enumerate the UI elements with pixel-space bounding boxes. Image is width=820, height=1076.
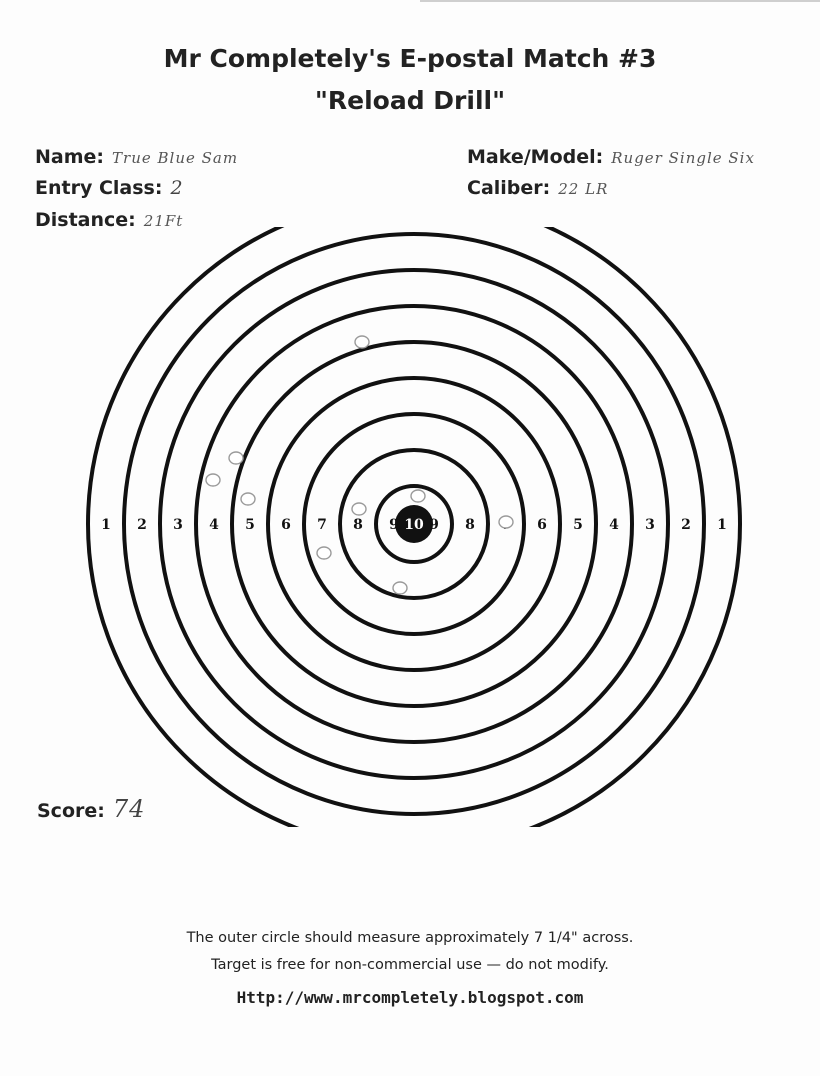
caliber-field [467,177,608,199]
ring-number: 6 [537,517,547,533]
ring-number: 8 [353,517,363,533]
entry-class-label: Entry Class: [35,177,163,199]
bullet-hole [411,490,425,502]
caliber-label: Caliber: [467,177,551,199]
ring-number: 2 [137,517,147,533]
ring-number: 3 [173,517,183,533]
bullet-hole [206,474,220,486]
match-title: Mr Completely's E-postal Match #3 [163,44,657,73]
bullet-hole [352,503,366,515]
name-label: Name: [35,146,105,168]
ring-number: 9 [389,517,399,533]
score-label: Score: [37,800,105,822]
bullet-hole [229,452,243,464]
bullet-hole [241,493,255,505]
match-subtitle: "Reload Drill" [314,86,506,115]
ring-number: 3 [645,517,655,533]
ring-number: 2 [681,517,691,533]
ring-number: 8 [465,517,475,533]
name-field [35,146,238,168]
ring-number: 10 [404,517,424,533]
score-field [37,795,145,823]
ring-number: 6 [281,517,291,533]
ring-number: 1 [717,517,727,533]
bullet-hole [317,547,331,559]
bullet-hole [499,516,513,528]
bullet-holes [206,336,513,594]
footer-size-note: The outer circle should measure approximately 7 1/4" across. [186,930,634,946]
ring-number: 9 [429,517,439,533]
ring-number: 5 [573,517,583,533]
website-url: Http://www.mrcompletely.blogspot.com [236,988,584,1007]
ring-number: 4 [209,517,219,533]
ring-number: 1 [101,517,111,533]
distance-value: 21Ft [143,212,184,230]
bullet-hole [355,336,369,348]
make-model-value: Ruger Single Six [611,149,755,167]
scan-edge-line [420,0,820,2]
ring-number: 7 [317,517,327,533]
ring-number: 4 [609,517,619,533]
entry-class-value: 2 [170,177,184,199]
ring-number: 5 [245,517,255,533]
make-model-field [467,146,755,168]
score-value: 74 [112,795,146,823]
distance-label: Distance: [35,209,136,231]
name-value: True Blue Sam [112,149,239,167]
footer-license-note: Target is free for non-commercial use — do not modify. [211,957,609,973]
bullet-hole [393,582,407,594]
bullseye-target [82,227,758,827]
make-model-label: Make/Model: [467,146,604,168]
caliber-value: 22 LR [558,180,609,198]
entry-class-field [35,177,184,199]
